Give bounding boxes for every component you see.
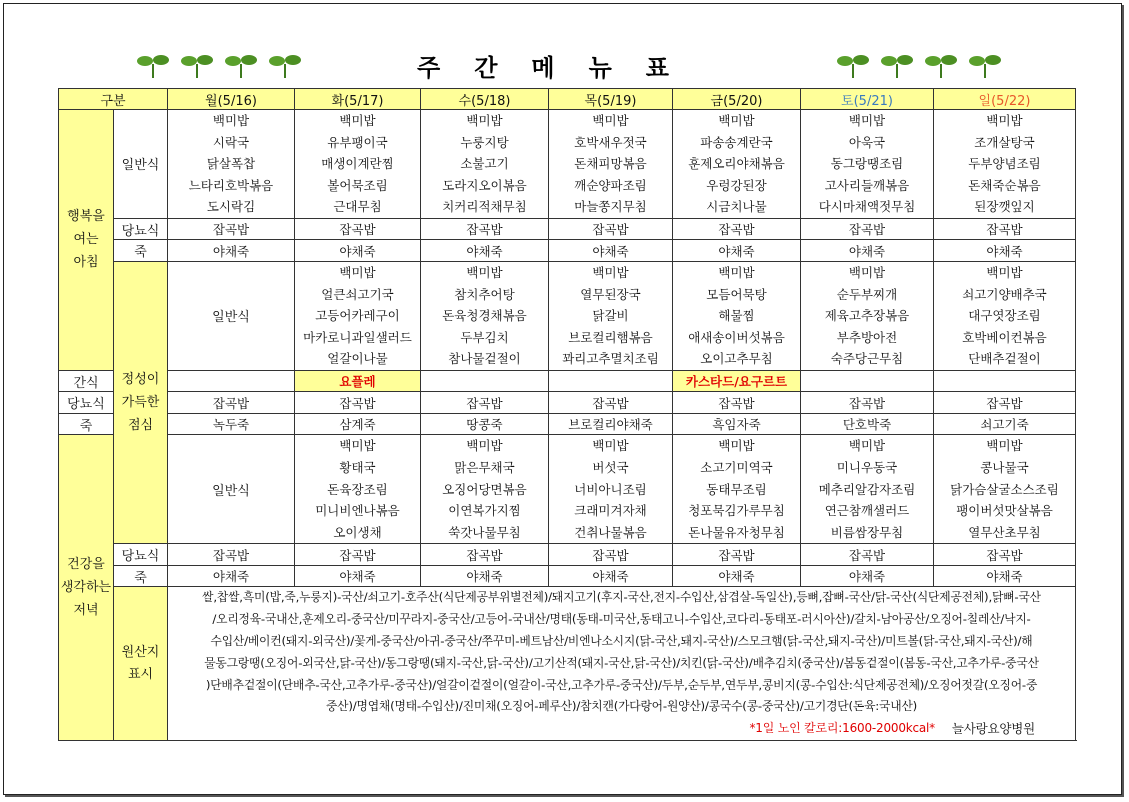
menu-item: 호박베이컨볶음: [962, 329, 1047, 345]
regular-menu-cell: [801, 261, 934, 370]
menu-item: 순두부찌개: [836, 286, 898, 302]
porridge-cell: 브로컬리야채죽: [549, 413, 673, 435]
snack-label: 간식: [59, 370, 114, 392]
snack-cell: 요플레: [295, 370, 421, 392]
header-corner: 구분: [59, 89, 168, 110]
porridge-cell: 야채죽: [934, 240, 1076, 262]
dinner-section-label: [59, 435, 114, 741]
menu-item: 소고기미역국: [700, 460, 773, 476]
porridge-cell: 흑임자죽: [673, 413, 801, 435]
menu-item: 애새송이버섯볶음: [688, 329, 785, 345]
menu-item: 단배추겉절이: [968, 351, 1041, 367]
snack-cell: [801, 370, 934, 392]
menu-item: 훈제오리야채볶음: [688, 156, 785, 172]
menu-item: 백미밥: [848, 264, 886, 280]
regular-menu-cell: [673, 435, 801, 544]
menu-item: 백미밥: [718, 113, 755, 128]
section-label-line: 행복을: [67, 209, 105, 225]
dinner-porridge-row: [59, 565, 1076, 587]
diabetic-cell: 잡곡밥: [673, 392, 801, 414]
menu-item: 도라지오이볶음: [442, 177, 527, 193]
menu-item: 백미밥: [848, 438, 886, 454]
sprout-icon: [136, 50, 170, 80]
diabetic-cell: 잡곡밥: [168, 544, 295, 566]
menu-item: 백미밥: [592, 438, 629, 454]
regular-menu-cell: [295, 110, 421, 219]
menu-item: 백미밥: [466, 113, 503, 128]
porridge-cell: 야채죽: [549, 565, 673, 587]
menu-item: 청포묵김가루무침: [688, 503, 785, 519]
origin-line: 중산)/명엽채(명태-수입산)/진미채(오징어-페루산)/참치캔(가다랑어-원양산)/콩국수(콩-중국산)/고기경단(돈육:국내산): [325, 699, 918, 714]
diabetic-label: 당뇨식: [59, 392, 114, 414]
sprout-icon: [836, 50, 870, 80]
diabetic-cell: 잡곡밥: [421, 544, 549, 566]
regular-menu-cell: [934, 110, 1076, 219]
sprout-icon: [924, 50, 958, 80]
day-header: 목(5/19): [549, 89, 673, 110]
menu-item: 연근참깨샐러드: [824, 503, 910, 519]
menu-item: 이연복가지찜: [448, 503, 521, 519]
menu-item: 팽이버섯맛살볶음: [956, 503, 1053, 519]
regular-menu-cell: [934, 435, 1076, 544]
regular-menu-cell: [421, 110, 549, 219]
menu-item: 조개살탕국: [974, 134, 1035, 150]
menu-item: 참치추어탕: [454, 286, 515, 302]
porridge-cell: 야채죽: [295, 565, 421, 587]
porridge-label: 죽: [114, 565, 168, 587]
section-label-line: 표시: [127, 666, 154, 682]
menu-item: 해물찜: [718, 308, 755, 324]
menu-item: 너비아니조림: [574, 481, 647, 497]
porridge-cell: 야채죽: [801, 565, 934, 587]
section-label-line: 점심: [127, 418, 154, 434]
diabetic-cell: 잡곡밥: [801, 218, 934, 240]
menu-item: 숙주당근무침: [830, 351, 904, 367]
menu-item: 고사리들깨볶음: [824, 177, 910, 193]
menu-item: 두부양념조림: [968, 156, 1041, 172]
menu-item: 미니우동국: [836, 460, 898, 476]
diabetic-cell: 잡곡밥: [295, 544, 421, 566]
menu-item: 백미밥: [718, 438, 755, 454]
lunch-diabetic-row: [59, 392, 1076, 414]
calorie-note: *1일 노인 칼로리:1600-2000kcal*: [749, 721, 935, 736]
sprout-icon: [968, 50, 1002, 80]
menu-item: 열무산초무침: [968, 524, 1041, 540]
menu-item: 마카로니과일샐러드: [303, 329, 412, 345]
day-header: 화(5/17): [295, 89, 421, 110]
origin-line: 수입산/베이컨(돼지-외국산)/꽃게-중국산/아귀-중국산/쭈꾸미-베트남산/비엔나소시지(닭-국산,돼지-국산)/스모크햄(닭-국산,돼지-국산)/미트볼(닭-국산,돼지-국산)/해: [210, 634, 1033, 648]
menu-item: 우렁강된장: [706, 177, 767, 193]
menu-item: 시금치나물: [706, 199, 767, 215]
menu-item: 제육고추장볶음: [824, 308, 910, 324]
section-label-line: 건강을: [67, 557, 105, 573]
menu-item: 쑥갓나물무침: [448, 524, 521, 540]
menu-item: 볼어묵조림: [327, 177, 388, 193]
lunch-porridge-row: [59, 413, 1076, 435]
menu-item: 닭가슴살굴소스조림: [950, 481, 1059, 497]
menu-item: 백미밥: [339, 264, 376, 280]
day-header: 수(5/18): [421, 89, 549, 110]
regular-menu-cell: [934, 261, 1076, 370]
porridge-cell: 야채죽: [673, 565, 801, 587]
menu-item: 오이고추무침: [700, 351, 773, 367]
breakfast-section-label: [59, 110, 114, 371]
dinner-regular-row: [59, 435, 1076, 544]
menu-item: 느타리호박볶음: [188, 177, 274, 193]
menu-item: 크래미겨자채: [574, 503, 647, 519]
diabetic-cell: 잡곡밥: [168, 392, 295, 414]
menu-item: 오이생채: [333, 524, 382, 540]
regular-menu-cell: [421, 435, 549, 544]
porridge-cell: 쇠고기죽: [934, 413, 1076, 435]
diabetic-label: 당뇨식: [114, 544, 168, 566]
diabetic-cell: 잡곡밥: [421, 218, 549, 240]
section-label-line: 정성이: [121, 372, 160, 388]
sprout-icon: [880, 50, 914, 80]
breakfast-porridge-row: [59, 240, 1076, 262]
porridge-cell: 야채죽: [168, 240, 295, 262]
menu-item: 돈나물유자청무침: [688, 524, 785, 540]
menu-item: 브로컬리햄볶음: [568, 329, 653, 345]
regular-menu-cell: [421, 261, 549, 370]
menu-item: 유부팽이국: [327, 134, 388, 150]
origin-line: /오리정육-국내산,훈제오리-중국산/미꾸라지-중국산/고등어-국내산/명태(동태-미국산,동태고니-수입산,코다리-동태포-러시아산)/갈치-남아공산/오징어-칠레산/낙지-: [212, 612, 1031, 627]
origin-line: 물동그랑땡(오징어-외국산,닭-국산)/동그랑땡(돼지-국산,닭-국산)/고기산적(돼지-국산,닭-국산)/치킨(닭-국산)/배추김치(중국산)/봄동겉절이(봄동-국산,고추가루-중국산: [204, 655, 1039, 670]
menu-item: 건취나물볶음: [574, 524, 647, 540]
diabetic-cell: 잡곡밥: [549, 218, 673, 240]
menu-item: 맑은무채국: [454, 460, 515, 476]
diabetic-cell: 잡곡밥: [168, 218, 295, 240]
menu-item: 황태국: [339, 460, 376, 476]
diabetic-cell: 잡곡밥: [801, 544, 934, 566]
section-label-line: 가득한: [121, 395, 160, 411]
menu-item: 마늘쫑지무침: [574, 199, 647, 215]
menu-item: 다시마채액젓무침: [818, 199, 916, 215]
weekly-menu-table: [58, 88, 1076, 741]
menu-item: 백미밥: [986, 438, 1023, 454]
menu-item: 아욱국: [848, 134, 886, 150]
menu-item: 깨순양파조림: [574, 177, 647, 193]
day-header: 일(5/22): [934, 89, 1076, 110]
diabetic-cell: 잡곡밥: [421, 392, 549, 414]
snack-cell: [421, 370, 549, 392]
day-header: 월(5/16): [168, 89, 295, 110]
porridge-cell: 야채죽: [295, 240, 421, 262]
porridge-cell: 녹두죽: [168, 413, 295, 435]
section-label-line: 저녁: [73, 603, 99, 619]
menu-item: 매생이계란찜: [321, 156, 394, 172]
menu-item: 백미밥: [848, 113, 886, 128]
day-header: 토(5/21): [801, 89, 934, 110]
origin-text-cell: [168, 587, 1076, 741]
menu-item: 두부김치: [460, 329, 509, 345]
porridge-cell: 단호박죽: [801, 413, 934, 435]
diabetic-cell: 잡곡밥: [934, 218, 1076, 240]
menu-item: 닭갈비: [592, 308, 629, 324]
regular-menu-cell: [549, 110, 673, 219]
menu-item: 된장깻잎지: [974, 199, 1035, 215]
menu-item: 돈채죽순볶음: [968, 177, 1041, 193]
section-label-line: 여는: [73, 232, 99, 248]
menu-item: 얼큰쇠고기국: [321, 286, 394, 302]
menu-item: 쇠고기양배추국: [962, 286, 1047, 302]
lunch-section-label: [114, 261, 168, 543]
porridge-cell: 삼계죽: [295, 413, 421, 435]
menu-item: 백미밥: [986, 113, 1023, 128]
porridge-cell: 땅콩죽: [421, 413, 549, 435]
section-label-line: 생각하는: [60, 580, 112, 596]
menu-item: 치커리적채무침: [442, 199, 527, 215]
lunch-regular-row: [59, 261, 1076, 370]
menu-item: 백미밥: [592, 264, 629, 280]
menu-item: 동태무조림: [706, 481, 767, 497]
diabetic-label: 당뇨식: [114, 218, 168, 240]
dinner-diabetic-row: [59, 544, 1076, 566]
page-title: 주간메뉴표: [417, 54, 703, 82]
menu-item: 대구엿장조림: [968, 308, 1041, 324]
porridge-label: 죽: [114, 240, 168, 262]
section-label-line: 아침: [73, 255, 99, 271]
porridge-label: 죽: [59, 413, 114, 435]
porridge-cell: 야채죽: [549, 240, 673, 262]
porridge-cell: 야채죽: [421, 240, 549, 262]
menu-item: 시락국: [212, 134, 250, 150]
diabetic-cell: 잡곡밥: [934, 544, 1076, 566]
menu-item: 백미밥: [339, 438, 376, 454]
menu-item: 모듬어묵탕: [706, 286, 767, 302]
regular-menu-cell: [549, 261, 673, 370]
diabetic-cell: 잡곡밥: [934, 392, 1076, 414]
menu-item: 오징어당면볶음: [442, 481, 527, 497]
porridge-cell: 야채죽: [934, 565, 1076, 587]
regular-menu-cell: [801, 110, 934, 219]
porridge-cell: 야채죽: [801, 240, 934, 262]
menu-item: 버섯국: [592, 460, 629, 476]
porridge-cell: 야채죽: [673, 240, 801, 262]
regular-menu-cell: [168, 110, 295, 219]
origin-line: )단배추겉절이(단배추-국산,고추가루-중국산)/얼갈이겉절이(얼갈이-국산,고추가루-중국산)/두부,순두부,연두부,콩비지(콩-수입산:식단제공전체)/오징어젓갈(오징어-중: [205, 677, 1038, 692]
regular-menu-cell: [295, 261, 421, 370]
breakfast-regular-row: [59, 110, 1076, 219]
menu-item: 누룽지탕: [460, 134, 509, 150]
hospital-name: 늘사랑요양병원: [951, 721, 1035, 737]
regular-menu-cell: [549, 435, 673, 544]
menu-item: 돈육장조림: [327, 481, 388, 497]
menu-item: 백미밥: [466, 264, 503, 280]
menu-item: 돈채피망볶음: [574, 156, 647, 172]
menu-item: 미니비엔나볶음: [315, 503, 400, 519]
regular-menu-cell: [673, 261, 801, 370]
menu-item: 백미밥: [212, 113, 250, 128]
menu-item: 호박새우젓국: [574, 134, 647, 150]
header-row: [59, 89, 1076, 110]
menu-item: 백미밥: [466, 438, 503, 454]
menu-item: 근대무침: [333, 199, 382, 215]
regular-menu-cell: [295, 435, 421, 544]
porridge-cell: 야채죽: [421, 565, 549, 587]
menu-item: 파송송계란국: [700, 134, 773, 150]
day-header: 금(5/20): [673, 89, 801, 110]
origin-label: [114, 587, 168, 741]
menu-item: 콩나물국: [980, 460, 1029, 476]
menu-item: 도시락김: [206, 199, 256, 215]
regular-label: 일반식: [168, 261, 295, 370]
menu-item: 백미밥: [592, 113, 629, 128]
menu-item: 부추방아전: [836, 329, 898, 345]
sprout-icon: [180, 50, 214, 80]
origin-footer: [168, 718, 1075, 740]
section-label-line: 원산지: [121, 644, 160, 660]
porridge-cell: 야채죽: [168, 565, 295, 587]
snack-cell: 카스타드/요구르트: [673, 370, 801, 392]
diabetic-cell: 잡곡밥: [549, 392, 673, 414]
regular-menu-cell: [801, 435, 934, 544]
diabetic-cell: 잡곡밥: [295, 392, 421, 414]
diabetic-cell: 잡곡밥: [549, 544, 673, 566]
regular-menu-cell: [673, 110, 801, 219]
menu-item: 백미밥: [339, 113, 376, 128]
menu-item: 비름쌈장무침: [830, 524, 904, 540]
breakfast-diabetic-row: [59, 218, 1076, 240]
menu-item: 돈육청경채볶음: [442, 308, 527, 324]
menu-item: 고등어카레구이: [315, 308, 400, 324]
diabetic-cell: 잡곡밥: [295, 218, 421, 240]
menu-item: 닭살폭찹: [206, 156, 256, 172]
regular-label: 일반식: [114, 110, 168, 219]
lunch-snack-row: [59, 370, 1076, 392]
menu-item: 참나물겉절이: [448, 351, 521, 367]
diabetic-cell: 잡곡밥: [673, 544, 801, 566]
sprout-icon: [268, 50, 302, 80]
menu-item: 열무된장국: [580, 286, 641, 302]
diabetic-cell: 잡곡밥: [801, 392, 934, 414]
regular-label: 일반식: [168, 435, 295, 544]
origin-line: 쌀,찹쌀,흑미(밥,죽,누룽지)-국산/쇠고기-호주산(식단제공부위별전체)/돼지고기(후지-국산,전지-수입산,삼겹살-독일산),등뼈,잡뼈-국산/닭-국산(식단제공전체),닭뼈-국산: [202, 590, 1041, 605]
diabetic-cell: 잡곡밥: [673, 218, 801, 240]
menu-item: 백미밥: [718, 264, 755, 280]
menu-item: 동그랑땡조림: [830, 156, 904, 172]
menu-item: 소불고기: [460, 156, 509, 172]
snack-cell: [168, 370, 295, 392]
menu-item: 얼갈이나물: [327, 351, 388, 367]
snack-cell: [934, 370, 1076, 392]
menu-item: 메추리알감자조림: [818, 481, 916, 497]
menu-item: 꽈리고추멸치조림: [562, 351, 659, 367]
origin-row: [59, 587, 1076, 741]
snack-cell: [549, 370, 673, 392]
sprout-icon: [224, 50, 258, 80]
menu-item: 백미밥: [986, 264, 1023, 280]
